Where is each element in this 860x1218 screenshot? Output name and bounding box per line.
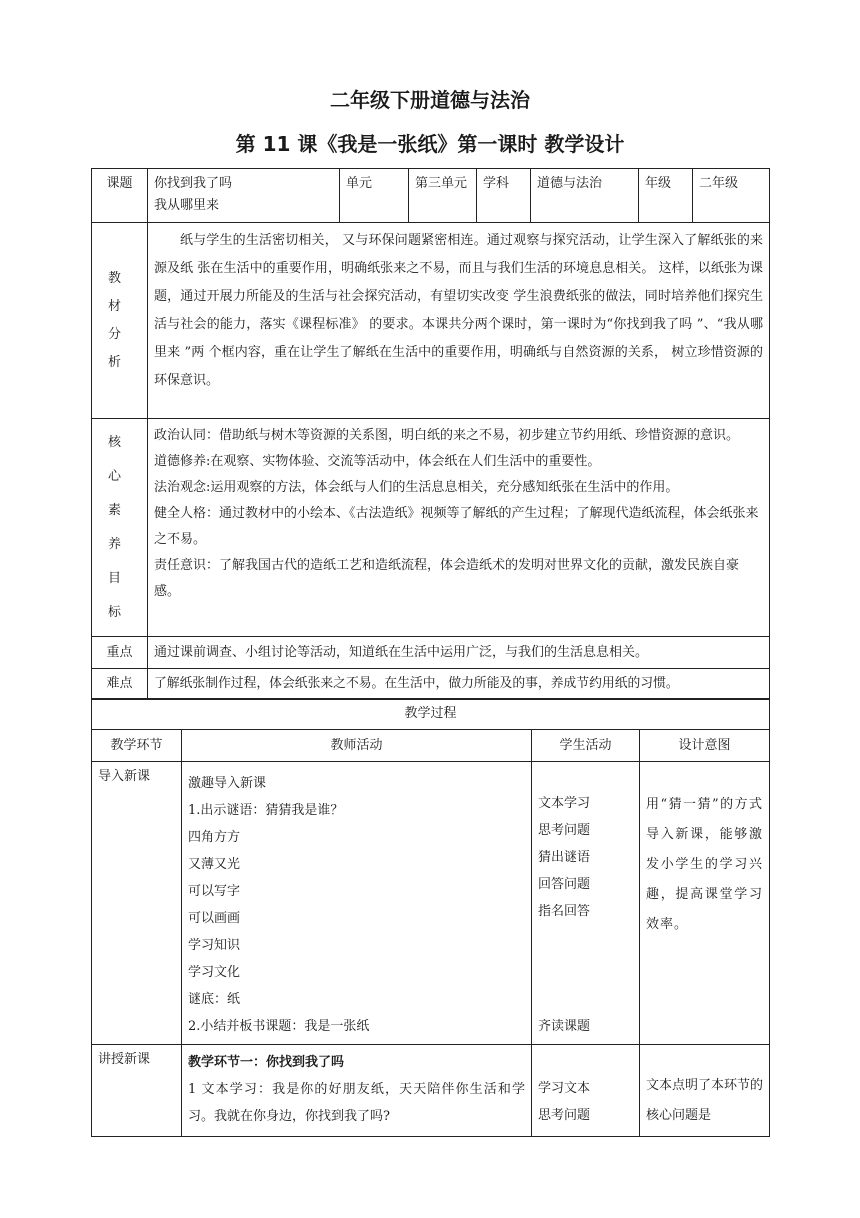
teacher-line: 可以写字 <box>188 884 241 899</box>
difficulty-label: 难点 <box>92 669 148 700</box>
analysis-label-line-1: 教 材 <box>107 270 131 314</box>
subject-value: 道德与法治 <box>531 169 639 223</box>
goals-label <box>92 419 148 637</box>
topic-line-2: 我从哪里来 <box>154 198 220 213</box>
analysis-label <box>92 223 148 419</box>
key-point-text: 通过课前调查、小组讨论等活动，知道纸在生活中运用广泛，与我们的生活息息相关。 <box>148 637 770 669</box>
header-intent: 设计意图 <box>640 730 770 762</box>
teacher-line: 又薄又光 <box>188 857 241 872</box>
analysis-text: 纸与学生的生活密切相关， 又与环保问题紧密相连。通过观察与探究活动，让学生深入了解纸张的来源及纸 张在生活中的重要作用，明确纸张来之不易，而且与我们生活的环境息息相关。 这样，以纸张为课题，通过开展力所能及的生活与社会探究活动，有望切实改变 学生浪费纸张的做法，同时培养他们探究生活与社会的能力，落实《课程标准》 的要求。本课共分两个课时，第一课时为“你找到我了吗 ”、“我从哪里来 ”两 个框内容，重在让学生了解纸在生活中的重要作用，明确纸与自然资源的关系， 树立珍惜资源的环保意识。 <box>148 223 770 419</box>
goal-item: 责任意识：了解我国古代的造纸工艺和造纸流程，体会造纸术的发明对世界文化的贡献，激发民族自豪感。 <box>154 558 740 599</box>
goal-item: 政治认同：借助纸与树木等资源的关系图，明白纸的来之不易，初步建立节约用纸、珍惜资源的意识。 <box>154 428 740 443</box>
topic-value <box>148 169 340 223</box>
goals-label-line-3: 目 标 <box>107 570 131 620</box>
student-line: 学习文本 <box>538 1081 591 1096</box>
student-line: 思考问题 <box>538 1108 591 1123</box>
grade-label: 年级 <box>639 169 693 223</box>
teacher-line: 可以画画 <box>188 911 241 926</box>
teacher-line: 2.小结并板书课题：我是一张纸 <box>188 1019 370 1034</box>
goal-item: 健全人格：通过教材中的小绘本、《古法造纸》视频等了解纸的产生过程；了解现代造纸流程，体会纸张来之不易。 <box>154 506 759 547</box>
teacher-line: 学习知识 <box>188 938 241 953</box>
goals-list <box>148 419 770 637</box>
grade-value: 二年级 <box>693 169 770 223</box>
teacher-line: 学习文化 <box>188 965 241 980</box>
goal-item: 道德修养:在观察、实物体验、交流等活动中，体会纸在人们生活中的重要性。 <box>154 454 601 469</box>
header-teacher: 教师活动 <box>182 730 532 762</box>
header-student: 学生活动 <box>532 730 640 762</box>
student-line: 回答问题 <box>538 877 591 892</box>
difficulty-text: 了解纸张制作过程，体会纸张来之不易。在生活中，做力所能及的事，养成节约用纸的习惯。 <box>148 669 770 700</box>
intro-design-intent: 用“猜一猜”的方式导入新课，能够激发小学生的学习兴趣，提高课堂学习效率。 <box>640 762 770 1045</box>
student-line: 文本学习 <box>538 796 591 811</box>
doc-title: 二年级下册道德与法治 <box>330 88 530 112</box>
goals-label-line-1: 核 心 <box>107 434 131 484</box>
student-line: 思考问题 <box>538 823 591 838</box>
lecture-design-intent: 文本点明了本环节的核心问题是 <box>640 1045 770 1137</box>
goals-label-line-2: 素 养 <box>107 502 131 552</box>
lecture-teacher-activity <box>182 1045 532 1137</box>
topic-label: 课题 <box>92 169 148 223</box>
teacher-line: 谜底：纸 <box>188 992 241 1007</box>
student-line: 齐读课题 <box>538 1019 591 1034</box>
lecture-student-activity <box>532 1045 640 1137</box>
subject-label: 学科 <box>477 169 531 223</box>
intro-teacher-activity <box>182 762 532 1045</box>
teacher-line: 四角方方 <box>188 830 241 845</box>
intro-stage: 导入新课 <box>92 762 182 1045</box>
intro-student-activity <box>532 762 640 1045</box>
lesson-info-table <box>91 168 770 700</box>
header-stage: 教学环节 <box>92 730 182 762</box>
student-line: 猜出谜语 <box>538 850 591 865</box>
student-line: 指名回答 <box>538 904 591 919</box>
topic-line-1: 你找到我了吗 <box>154 176 233 191</box>
lecture-stage: 讲授新课 <box>92 1045 182 1137</box>
unit-value: 第三单元 <box>409 169 477 223</box>
goal-item: 法治观念:运用观察的方法，体会纸与人们的生活息息相关，充分感知纸张在生活中的作用。 <box>154 480 679 495</box>
key-point-label: 重点 <box>92 637 148 669</box>
analysis-label-line-2: 分 析 <box>107 326 131 370</box>
unit-label: 单元 <box>340 169 409 223</box>
teacher-line: 激趣导入新课 <box>188 776 267 791</box>
lecture-heading: 教学环节一：你找到我了吗 <box>188 1055 345 1070</box>
lecture-text: 1 文本学习：我是你的好朋友纸，天天陪伴你生活和学习。我就在你身边，你找到我了吗? <box>188 1082 525 1124</box>
doc-subtitle: 第 11 课《我是一张纸》第一课时 教学设计 <box>235 132 625 156</box>
process-title: 教学过程 <box>92 699 770 730</box>
teacher-line: 1.出示谜语：猜猜我是谁？ <box>188 803 344 818</box>
teaching-process-table <box>91 698 770 1137</box>
